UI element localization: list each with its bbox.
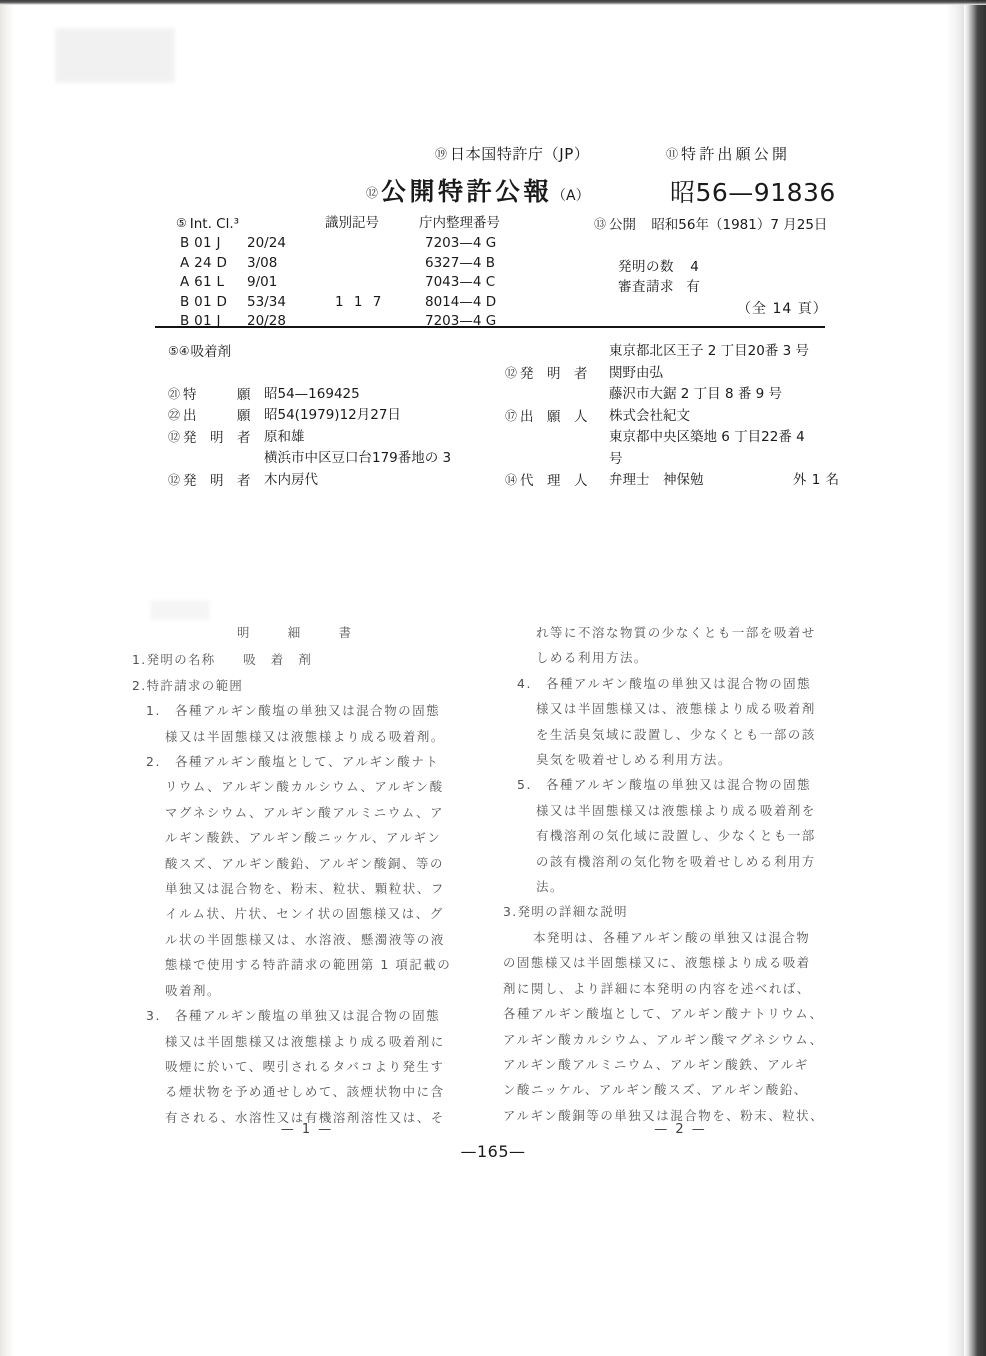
filing-date-value: 昭54(1979)12月27日	[264, 407, 401, 423]
application-number-row	[168, 384, 451, 406]
inventor-name: 原和雄	[264, 428, 305, 445]
application-number-label	[168, 384, 260, 407]
spec-line: 剤に関し、より詳細に本発明の内容を述べれば、	[503, 980, 811, 996]
ipc-int-cl-header	[176, 214, 239, 235]
spec-line: 5. 各種アルギン酸塩の単独又は混合物の固態	[517, 777, 812, 793]
agent-label-text: 代 理 人	[520, 473, 588, 489]
publication-date-label: 公開	[609, 217, 637, 233]
applicant-address: 東京都中央区築地 6 丁目22番 4	[609, 429, 805, 445]
spec-line: 態様で使用する特許請求の範囲第 1 項記載の	[165, 957, 452, 973]
ipc-file-number: 7203—4 G	[425, 313, 497, 329]
publication-info-block	[594, 214, 827, 297]
ipc-file-number: 6327—4 B	[425, 254, 495, 271]
specification-heading: 明 細 書	[237, 625, 364, 640]
ipc-subgroup: 20/24	[247, 235, 286, 251]
examination-request-value: 有	[686, 279, 700, 295]
scan-edge-right-gradient	[946, 0, 964, 1356]
spec-line: アルギン酸銅等の単独又は混合物を、粉末、粒状、	[503, 1107, 825, 1123]
spec-line: 3.発明の詳細な説明	[503, 904, 628, 920]
ipc-main-class: A 61 L	[180, 274, 225, 290]
inventor-address: 横浜市中区豆口台179番地の 3	[264, 450, 452, 466]
gazette-title	[366, 172, 590, 208]
inventor-name: 木内房代	[264, 471, 318, 488]
application-number-value: 昭54—169425	[264, 385, 360, 402]
agent-label	[505, 470, 605, 493]
spec-line: れ等に不溶な物質の少なくとも一部を吸着せ	[536, 625, 816, 640]
scan-edge-right	[964, 0, 986, 1356]
inventor-row	[505, 363, 809, 385]
spec-line: 本発明は、各種アルギン酸の単独又は混合物	[533, 929, 811, 945]
spec-line: 2. 各種アルギン酸塩として、アルギン酸ナト	[146, 754, 440, 770]
bibliographic-right-column	[505, 341, 840, 492]
spec-line: 法。	[536, 879, 564, 895]
applicant-name: 株式会社紀文	[609, 407, 690, 424]
application-number-label-text: 特 願	[183, 386, 251, 403]
ipc-code-marker: ⑤	[176, 216, 187, 230]
examination-request-label: 審査請求	[618, 279, 674, 295]
applicant-code-marker: ⑰	[505, 408, 518, 423]
spec-line: ルギン酸鉄、アルギン酸ニッケル、アルギン	[165, 830, 442, 846]
inventor-name: 関野由弘	[609, 364, 663, 381]
publication-number: 昭56—91836	[670, 178, 836, 207]
ipc-identification: 1 1 7	[335, 293, 385, 310]
column-page-number: — 1 —	[280, 1122, 334, 1137]
title-code-marker: ⑫	[366, 186, 379, 200]
publication-date-row	[594, 214, 827, 235]
spec-line: 酸スズ、アルギン酸鉛、アルギン酸銅、等の	[165, 855, 444, 871]
filing-date-code-marker: ㉒	[168, 408, 181, 422]
inventor-label-text: 発 明 者	[183, 429, 251, 446]
spec-line: 吸着剤。	[165, 982, 221, 998]
header-divider-rule	[155, 326, 825, 328]
gazette-folio-number: —165—	[460, 1142, 526, 1161]
spec-line: 吸煙に於いて、喫引されるタバコより発生す	[165, 1058, 445, 1074]
ipc-main-class: A 24 D	[180, 254, 228, 271]
examination-request-row	[594, 277, 827, 297]
inventor-row	[168, 470, 451, 492]
ipc-int-cl-label: Int. Cl.³	[189, 216, 240, 232]
filing-date-row	[168, 405, 451, 427]
spec-line: の固態様又は半固態様又に、液態様より成る吸着	[503, 955, 811, 971]
inventor-code-marker: ⑫	[168, 472, 181, 487]
spec-line: リウム、アルギン酸カルシウム、アルギン酸	[165, 779, 444, 795]
ipc-subgroup: 9/01	[247, 274, 278, 290]
invention-title-row	[168, 341, 451, 364]
spec-line: 単独又は混合物を、粉末、粒状、顆粒状、フ	[165, 881, 445, 897]
spec-line: イルム状、片状、センイ状の固態様又は、グ	[165, 906, 444, 922]
publication-date-code-marker: ⑬	[594, 217, 607, 231]
spec-line: アルギン酸アルミニウム、アルギン酸鉄、アルギ	[503, 1056, 809, 1072]
inventor-address: 東京都北区王子 2 丁目20番 3 号	[609, 343, 810, 359]
bibliographic-left-column	[168, 341, 451, 491]
agent-name: 弁理士 神保勉	[609, 472, 704, 488]
header-top-row	[0, 143, 986, 167]
spec-line: マグネシウム、アルギン酸アルミニウム、ア	[165, 804, 445, 820]
publication-date-value: 昭和56年（1981）7 月25日	[651, 217, 828, 233]
spec-line: 1.発明の名称 吸 着 剤	[132, 652, 313, 668]
inventor-row	[168, 427, 451, 449]
ipc-main-class: B 01 J	[180, 313, 221, 329]
ipc-subgroup: 53/34	[247, 293, 286, 310]
inventor-label	[168, 427, 260, 450]
spec-line: る煙状物を予め通せしめて、該煙状物中に含	[165, 1084, 445, 1100]
spec-line: 1. 各種アルギン酸塩の単独又は混合物の固態	[146, 703, 441, 719]
total-pages: （全 14 頁）	[737, 301, 828, 317]
spec-line: ン酸ニッケル、アルギン酸スズ、アルギン酸鉛、	[503, 1082, 808, 1098]
applicant-label	[505, 406, 605, 429]
applicant-address-cont: 号	[609, 450, 623, 467]
inventor-code-marker: ⑫	[505, 365, 518, 380]
spec-line: 各種アルギン酸塩として、アルギン酸ナトリウム、	[503, 1006, 824, 1022]
spec-line: 3. 各種アルギン酸塩の単独又は混合物の固態	[146, 1008, 441, 1024]
applicant-row	[505, 406, 809, 428]
inventor-label	[168, 470, 260, 493]
application-number-code-marker: ㉑	[168, 386, 181, 401]
spec-line: 様又は半固態様又は液態様より成る吸着剤を	[536, 802, 816, 818]
ipc-main-class: B 01 D	[180, 293, 228, 310]
ipc-subgroup: 20/28	[247, 313, 286, 329]
ipc-file-number-header: 庁内整理番号	[419, 215, 500, 231]
spec-line: 様又は半固態様又は液態様より成る吸着剤。	[165, 728, 445, 744]
spec-line: ル状の半固態様又は、水溶液、懸濁液等の液	[165, 931, 445, 947]
filing-date-label	[168, 405, 260, 428]
spec-line: を生活臭気域に設置し、少なくとも一部の該	[536, 726, 816, 742]
spec-line: アルギン酸カルシウム、アルギン酸マグネシウム、	[503, 1031, 824, 1047]
spec-line: 有される、水溶性又は有機溶剤溶性又は、そ	[165, 1109, 445, 1125]
scan-edge-left	[0, 4, 14, 1356]
invention-count-row	[594, 257, 827, 277]
inventor-label	[505, 363, 605, 386]
spec-line: 様又は半固態様又は液態様より成る吸着剤に	[165, 1033, 445, 1049]
scan-edge-top	[0, 0, 986, 5]
agent-row	[505, 470, 840, 492]
inventor-code-marker: ⑫	[168, 429, 181, 444]
spec-line: の該有機溶剤の気化物を吸着せしめる利用方	[536, 853, 816, 869]
specification-right-column	[503, 620, 858, 1128]
spec-line: 4. 各種アルギン酸塩の単独又は混合物の固態	[517, 675, 812, 691]
agent-code-marker: ⑭	[505, 473, 518, 487]
ipc-file-number: 8014—4 D	[425, 293, 497, 310]
publication-kind	[666, 143, 790, 164]
agent-extra-count: 外 1 名	[793, 472, 840, 488]
gazette-kind-mark: （A）	[552, 188, 590, 204]
invention-count-label: 発明の数	[618, 259, 674, 275]
spec-line: 様又は半固態様又は、液態様より成る吸着剤	[536, 701, 816, 717]
ipc-file-number: 7203—4 G	[425, 235, 497, 251]
ipc-subgroup: 3/08	[247, 254, 278, 271]
issuing-office	[435, 143, 590, 164]
spec-line: 臭気を吸着せしめる利用方法。	[536, 752, 732, 768]
applicant-label-text: 出 願 人	[520, 408, 588, 425]
column-page-number: — 2 —	[654, 1122, 707, 1137]
ipc-identification-header: 識別記号	[325, 215, 379, 231]
ipc-file-number: 7043—4 C	[425, 274, 496, 290]
kind-label: 特許出願公開	[681, 145, 791, 163]
office-code-marker: ⑲	[435, 147, 448, 161]
inventor-address: 藤沢市大鋸 2 丁目 8 番 9 号	[609, 386, 783, 402]
office-name: 日本国特許庁（JP）	[450, 145, 590, 163]
invention-count-value: 4	[690, 259, 699, 275]
inventor-label-text: 発 明 者	[520, 365, 588, 382]
header-title-row	[0, 172, 986, 207]
inventor-label-text: 発 明 者	[183, 472, 251, 489]
spec-line: 有機溶剤の気化域に設置し、少なくとも一部	[536, 828, 816, 844]
invention-title-code-marker: ⑤④	[168, 344, 190, 358]
gazette-title-text: 公開特許公報	[381, 177, 553, 206]
invention-title-text: 吸着剤	[190, 344, 232, 360]
ipc-main-class: B 01 J	[180, 235, 221, 251]
spec-line: 2.特許請求の範囲	[132, 677, 244, 693]
specification-left-column	[132, 620, 482, 1130]
filing-date-label-text: 出 願	[183, 408, 251, 424]
spec-line: しめる利用方法。	[536, 650, 648, 666]
kind-code-marker: ⑪	[666, 147, 679, 161]
